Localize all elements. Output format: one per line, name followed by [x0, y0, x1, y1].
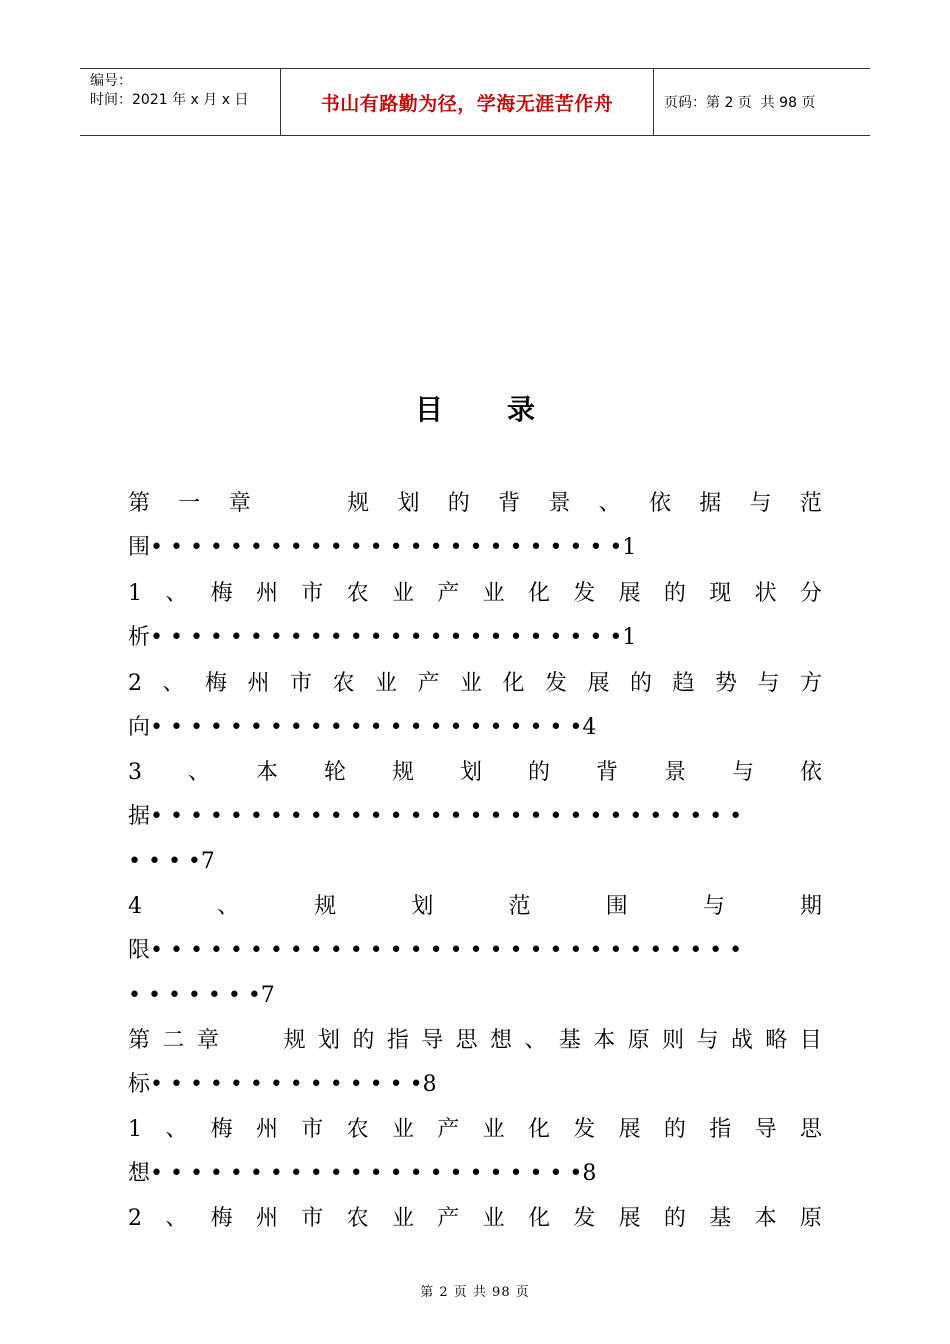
- toc-char: 背: [595, 760, 618, 785]
- toc-char: 依: [799, 760, 822, 785]
- toc-char: 划: [411, 894, 434, 919]
- toc-char: 章: [228, 491, 251, 516]
- toc-char: 轮: [323, 760, 346, 785]
- toc-char: 农: [346, 581, 369, 606]
- toc-char: 发: [573, 1117, 596, 1142]
- toc-char: 景: [663, 760, 686, 785]
- toc-char: 化: [527, 1206, 550, 1231]
- toc-char: 势: [714, 671, 737, 696]
- toc-page-number: 7: [200, 849, 215, 874]
- toc-char: 规: [347, 491, 370, 516]
- toc-char: 市: [301, 1117, 324, 1142]
- toc-entry-heading[interactable]: [128, 488, 822, 520]
- toc-char: 原: [799, 1206, 822, 1231]
- toc-char: 农: [346, 1206, 369, 1231]
- toc-char: 战: [730, 1028, 753, 1053]
- toc-char: 市: [301, 1206, 324, 1231]
- toc-char: 化: [502, 671, 525, 696]
- toc-entry-leader[interactable]: [128, 1069, 822, 1101]
- toc-entry-heading[interactable]: [128, 757, 822, 789]
- toc-char: 、: [598, 491, 621, 516]
- toc-char: 状: [754, 581, 777, 606]
- toc-continuation: 据: [128, 804, 151, 829]
- toc-char: 二: [162, 1028, 185, 1053]
- toc-char: 目: [799, 1028, 822, 1053]
- toc-char: 与: [696, 1028, 719, 1053]
- toc-char: 、: [165, 1206, 188, 1231]
- toc-title-char-2: 录: [507, 393, 536, 426]
- toc-dot-leader: • • • • • • •: [128, 983, 261, 1008]
- toc-char: 指: [386, 1028, 409, 1053]
- toc-char: 分: [799, 581, 822, 606]
- toc-char: 2: [128, 671, 142, 696]
- toc-entry-heading[interactable]: [128, 1114, 822, 1146]
- toc-char: 一: [178, 491, 201, 516]
- toc-char: 导: [754, 1117, 777, 1142]
- toc-entry-leader-cont[interactable]: [128, 846, 822, 878]
- toc-char: 产: [437, 1117, 460, 1142]
- toc-char: 指: [709, 1117, 732, 1142]
- toc-entry-leader[interactable]: [128, 712, 822, 744]
- toc-entry-leader[interactable]: [128, 622, 822, 654]
- header-motto: [281, 69, 654, 135]
- toc-char: [231, 1025, 271, 1057]
- toc-char: 梅: [210, 581, 233, 606]
- toc-char: 的: [663, 1117, 686, 1142]
- toc-continuation: 想: [128, 1161, 151, 1186]
- toc-char: 梅: [210, 1206, 233, 1231]
- toc-continuation: 标: [128, 1072, 151, 1097]
- toc-page-number: 8: [582, 1161, 597, 1186]
- toc-page-number: 1: [622, 625, 637, 650]
- toc-continuation: 向: [128, 715, 151, 740]
- toc-char: 发: [573, 1206, 596, 1231]
- toc-char: 规: [314, 894, 337, 919]
- header-page-info: [654, 69, 870, 135]
- toc-char: 现: [709, 581, 732, 606]
- toc-page-number: 4: [582, 715, 597, 740]
- toc-char: 范: [508, 894, 531, 919]
- toc-char: 市: [301, 581, 324, 606]
- toc-char: 展: [618, 1206, 641, 1231]
- toc-dot-leader: • • • • • • • • • • • • • • • • • • • • • • • • • • • • • •: [150, 938, 743, 963]
- toc-char: 方: [799, 671, 822, 696]
- toc-char: 基: [709, 1206, 732, 1231]
- toc-continuation: 析: [128, 625, 151, 650]
- toc-char: 业: [459, 671, 482, 696]
- toc-char: 据: [699, 491, 722, 516]
- toc-char: 、: [165, 1117, 188, 1142]
- toc-char: 景: [548, 491, 571, 516]
- toc-char: 略: [765, 1028, 788, 1053]
- toc-char: 第: [128, 491, 151, 516]
- toc-char: 与: [757, 671, 780, 696]
- page-info-text: 页码：第 2 页 共 98 页: [664, 95, 816, 111]
- doc-number-label: 编号：: [90, 73, 132, 89]
- toc-char: 的: [447, 491, 470, 516]
- toc-entry-heading[interactable]: [128, 578, 822, 610]
- toc-char: 3: [128, 760, 142, 785]
- header-table: [80, 68, 870, 136]
- header-meta: [80, 69, 281, 135]
- toc-char: 本: [593, 1028, 616, 1053]
- toc-char: 州: [255, 1206, 278, 1231]
- toc-char: 、: [524, 1028, 547, 1053]
- toc-char: 则: [662, 1028, 685, 1053]
- toc-char: 趋: [672, 671, 695, 696]
- toc-char: [279, 488, 319, 520]
- toc-char: 农: [346, 1117, 369, 1142]
- toc-char: 1: [128, 1117, 142, 1142]
- toc-char: 展: [587, 671, 610, 696]
- toc-char: 1: [128, 581, 142, 606]
- toc-entry-heading[interactable]: [128, 668, 822, 700]
- toc-char: 划: [318, 1028, 341, 1053]
- toc-char: 业: [391, 1117, 414, 1142]
- toc-char: 、: [162, 671, 185, 696]
- toc-char: 导: [421, 1028, 444, 1053]
- toc-char: 围: [605, 894, 628, 919]
- toc-entry-leader[interactable]: [128, 1158, 822, 1190]
- toc-char: 展: [618, 581, 641, 606]
- toc-page-number: 8: [422, 1072, 437, 1097]
- toc-page-number: 7: [260, 983, 275, 1008]
- toc-char: 与: [749, 491, 772, 516]
- toc-char: 发: [544, 671, 567, 696]
- toc-char: 产: [417, 671, 440, 696]
- doc-time-label: 时间：2021 年 x 月 x 日: [90, 92, 249, 108]
- toc-continuation: 围: [128, 535, 151, 560]
- toc-char: 与: [731, 760, 754, 785]
- toc-entry-heading[interactable]: [128, 1025, 822, 1057]
- toc-char: 、: [165, 581, 188, 606]
- toc-char: 的: [629, 671, 652, 696]
- toc-char: 业: [482, 1206, 505, 1231]
- toc-char: 州: [255, 581, 278, 606]
- toc-char: 背: [498, 491, 521, 516]
- toc-char: 与: [702, 894, 725, 919]
- toc-char: 期: [799, 894, 822, 919]
- toc-entry-leader[interactable]: [128, 532, 822, 564]
- toc-page-number: 1: [622, 535, 637, 560]
- toc-char: 业: [391, 1206, 414, 1231]
- toc-title: [0, 388, 950, 428]
- toc-char: 的: [352, 1028, 375, 1053]
- toc-char: 发: [573, 581, 596, 606]
- toc-dot-leader: • • • • • • • • • • • • • • • • • • • • • • • •: [150, 535, 623, 560]
- toc-char: 农: [332, 671, 355, 696]
- toc-char: 产: [437, 1206, 460, 1231]
- toc-char: 规: [391, 760, 414, 785]
- toc-char: 梅: [204, 671, 227, 696]
- toc-char: 划: [397, 491, 420, 516]
- toc-char: 业: [391, 581, 414, 606]
- toc-dot-leader: • • • • • • • • • • • • • • • • • • • • • •: [150, 1161, 583, 1186]
- toc-char: 州: [255, 1117, 278, 1142]
- toc-char: 2: [128, 1206, 142, 1231]
- toc-continuation: 限: [128, 938, 151, 963]
- toc-char: 业: [482, 1117, 505, 1142]
- toc-char: 产: [437, 581, 460, 606]
- toc-dot-leader: • • • • • • • • • • • • • • • • • • • • • •: [150, 715, 583, 740]
- motto-text: 书山有路勤为径，学海无涯苦作舟: [320, 92, 614, 115]
- toc-entry-leader[interactable]: [128, 801, 822, 833]
- toc-char: 的: [663, 1206, 686, 1231]
- toc-dot-leader: • • • • • • • • • • • • • • • • • • • • • • • • • • • • • •: [150, 804, 743, 829]
- toc-dot-leader: • • • • • • • • • • • • • • • • • • • • • • • •: [150, 625, 623, 650]
- toc-char: 州: [247, 671, 270, 696]
- toc-entry-leader[interactable]: [128, 935, 822, 967]
- toc-char: 本: [255, 760, 278, 785]
- toc-char: 化: [527, 1117, 550, 1142]
- toc-char: 化: [527, 581, 550, 606]
- toc-char: 、: [217, 894, 240, 919]
- toc-char: 思: [455, 1028, 478, 1053]
- toc-char: 基: [558, 1028, 581, 1053]
- toc-char: 展: [618, 1117, 641, 1142]
- toc-dot-leader: • • • •: [128, 849, 201, 874]
- toc-char: 想: [490, 1028, 513, 1053]
- toc-char: 范: [799, 491, 822, 516]
- toc-title-char-1: 目: [414, 393, 443, 426]
- page-footer: 第 2 页 共 98 页: [420, 1285, 530, 1300]
- toc-entry-heading[interactable]: [128, 891, 822, 923]
- toc-char: 规: [283, 1028, 306, 1053]
- toc-char: 、: [187, 760, 210, 785]
- toc-entry-heading[interactable]: [128, 1203, 822, 1235]
- toc-char: 的: [527, 760, 550, 785]
- toc-char: 原: [627, 1028, 650, 1053]
- toc-char: 依: [648, 491, 671, 516]
- toc-char: 业: [374, 671, 397, 696]
- toc-char: 业: [482, 581, 505, 606]
- toc-char: 划: [459, 760, 482, 785]
- toc-dot-leader: • • • • • • • • • • • • • •: [150, 1072, 423, 1097]
- toc-char: 思: [799, 1117, 822, 1142]
- toc-char: 本: [754, 1206, 777, 1231]
- toc-char: 梅: [210, 1117, 233, 1142]
- toc-entry-leader-cont[interactable]: [128, 980, 822, 1012]
- toc-char: 的: [663, 581, 686, 606]
- toc-char: 章: [196, 1028, 219, 1053]
- toc-char: 市: [289, 671, 312, 696]
- toc-char: 4: [128, 894, 142, 919]
- toc-char: 第: [128, 1028, 151, 1053]
